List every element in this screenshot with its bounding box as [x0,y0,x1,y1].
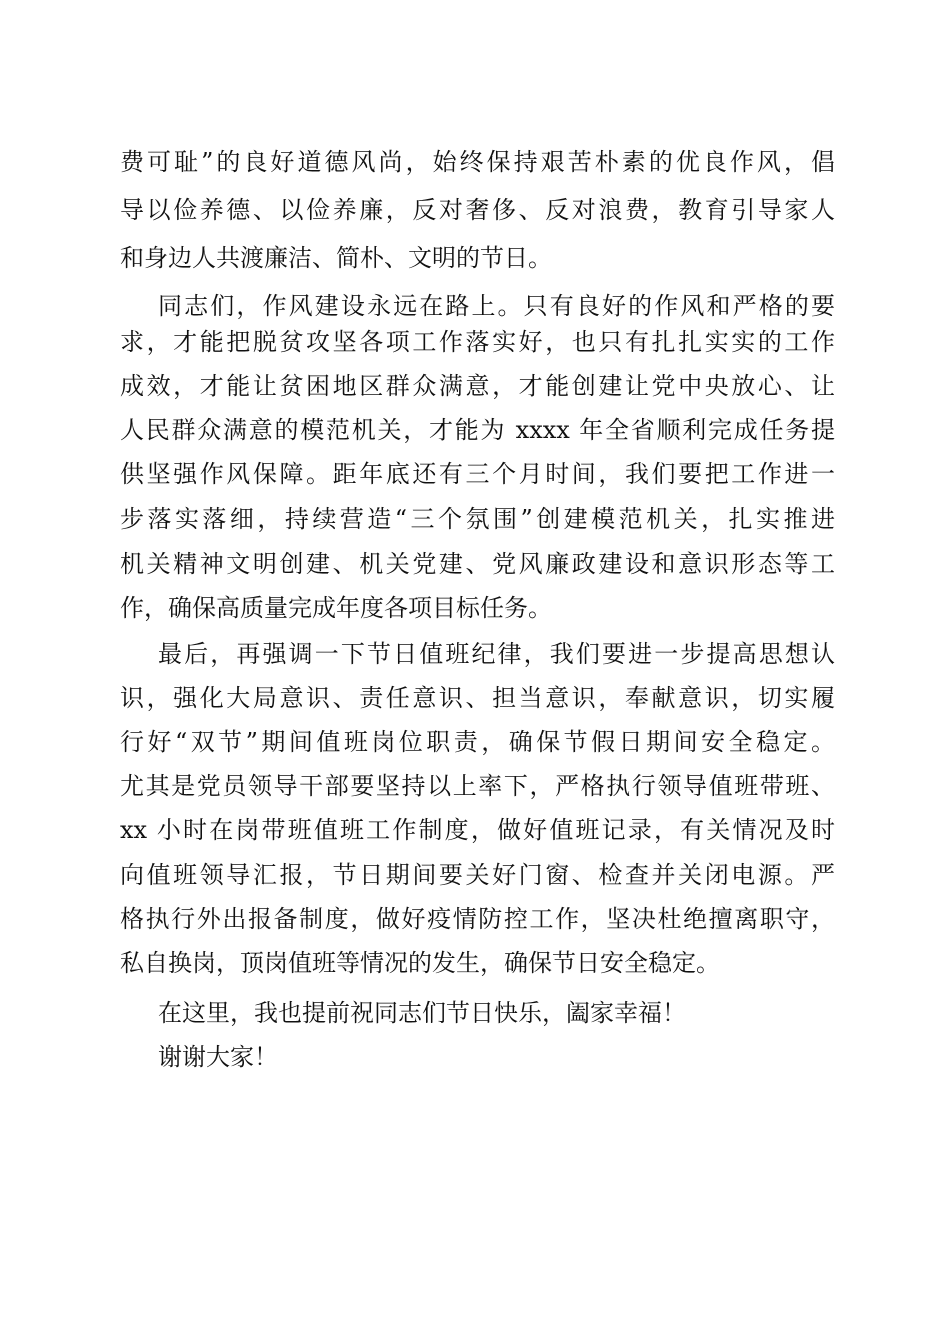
text-line: 人民群众满意的模范机关，才能为 xxxx 年全省顺利完成任务提 [120,416,835,444]
text-line: 供坚强作风保障。距年底还有三个月时间，我们要把工作进一 [120,460,835,488]
text-line: 机关精神文明创建、机关党建、党风廉政建设和意识形态等工 [120,550,835,578]
text-line: 向值班领导汇报，节日期间要关好门窗、检查并关闭电源。严 [120,861,835,889]
text-line: 费可耻”的良好道德风尚，始终保持艰苦朴素的优良作风，倡 [120,148,835,176]
paragraph-first-line: 同志们，作风建设永远在路上。只有良好的作风和严格的要 [158,292,835,320]
text-line: 私自换岗，顶岗值班等情况的发生，确保节日安全稳定。 [120,949,720,977]
text-line: 格执行外出报备制度，做好疫情防控工作，坚决杜绝擅离职守， [120,905,835,933]
paragraph-first-line: 在这里，我也提前祝同志们节日快乐，阖家幸福！ [158,999,686,1027]
text-line: 和身边人共渡廉洁、简朴、文明的节日。 [120,244,552,272]
paragraph-first-line: 最后，再强调一下节日值班纪律，我们要进一步提高思想认 [158,640,835,668]
text-line: 成效，才能让贫困地区群众满意，才能创建让党中央放心、让 [120,372,835,400]
text-line: 导以俭养德、以俭养廉，反对奢侈、反对浪费，教育引导家人 [120,196,835,224]
text-line: 识，强化大局意识、责任意识、担当意识，奉献意识，切实履 [120,684,835,712]
text-line: 尤其是党员领导干部要坚持以上率下，严格执行领导值班带班、 [120,772,835,800]
text-line: xx 小时在岗带班值班工作制度，做好值班记录，有关情况及时 [120,816,835,844]
text-line: 行好“双节”期间值班岗位职责，确保节假日期间安全稳定。 [120,728,835,756]
text-line: 求，才能把脱贫攻坚各项工作落实好，也只有扎扎实实的工作 [120,328,835,356]
closing-line: 谢谢大家！ [158,1043,278,1071]
text-line: 作，确保高质量完成年度各项目标任务。 [120,594,552,622]
text-line: 步落实落细，持续营造“三个氛围”创建模范机关，扎实推进 [120,505,835,533]
